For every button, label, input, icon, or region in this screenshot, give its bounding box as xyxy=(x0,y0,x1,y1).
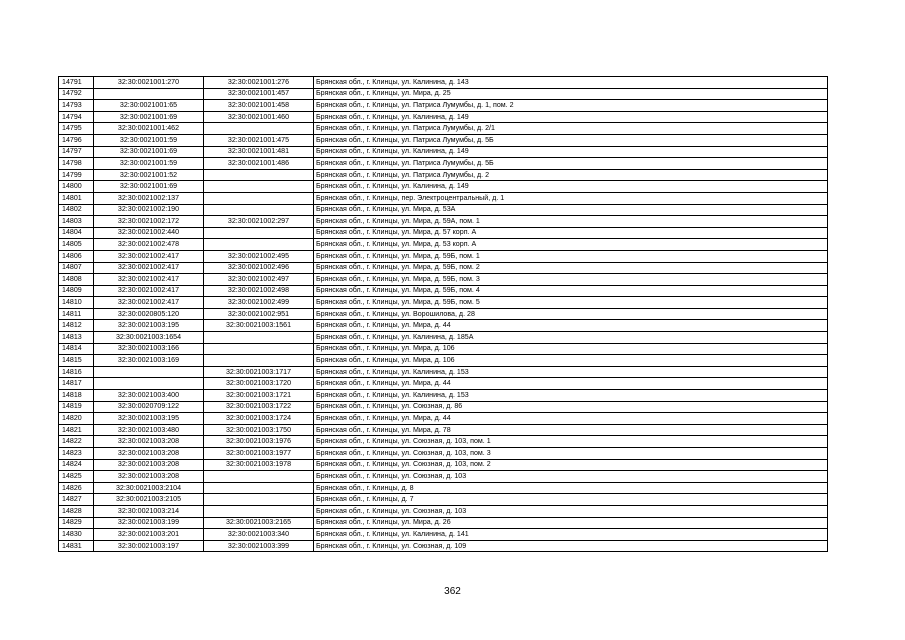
record-number-cell: 14829 xyxy=(59,517,94,529)
record-number-cell: 14827 xyxy=(59,494,94,506)
parcel-number-cell: 32:30:0021001:59 xyxy=(94,158,204,170)
parcel-number-cell: 32:30:0021002:417 xyxy=(94,274,204,286)
object-number-cell: 32:30:0021002:499 xyxy=(204,297,314,309)
record-number-cell: 14799 xyxy=(59,169,94,181)
object-number-cell: 32:30:0021001:481 xyxy=(204,146,314,158)
address-cell: Брянская обл., г. Клинцы, ул. Мира, д. 57 корп. А xyxy=(314,227,828,239)
records-table xyxy=(58,76,828,552)
address-cell: Брянская обл., г. Клинцы, пер. Электроцентральный, д. 1 xyxy=(314,192,828,204)
address-cell: Брянская обл., г. Клинцы, ул. Союзная, д. 103, пом. 3 xyxy=(314,448,828,460)
table-row xyxy=(59,482,828,494)
table-row xyxy=(59,355,828,367)
address-cell: Брянская обл., г. Клинцы, д. 7 xyxy=(314,494,828,506)
address-cell: Брянская обл., г. Клинцы, ул. Калинина, д. 149 xyxy=(314,181,828,193)
table-row xyxy=(59,459,828,471)
record-number-cell: 14824 xyxy=(59,459,94,471)
object-number-cell: 32:30:0021002:498 xyxy=(204,285,314,297)
table-row xyxy=(59,181,828,193)
parcel-number-cell: 32:30:0021002:417 xyxy=(94,262,204,274)
record-number-cell: 14831 xyxy=(59,540,94,552)
parcel-number-cell: 32:30:0021003:208 xyxy=(94,459,204,471)
table-row xyxy=(59,88,828,100)
record-number-cell: 14810 xyxy=(59,297,94,309)
parcel-number-cell xyxy=(94,366,204,378)
object-number-cell xyxy=(204,471,314,483)
parcel-number-cell: 32:30:0021001:59 xyxy=(94,134,204,146)
table-row xyxy=(59,517,828,529)
object-number-cell: 32:30:0021002:495 xyxy=(204,250,314,262)
record-number-cell: 14817 xyxy=(59,378,94,390)
table-row xyxy=(59,308,828,320)
address-cell: Брянская обл., г. Клинцы, ул. Союзная, д. 86 xyxy=(314,401,828,413)
parcel-number-cell: 32:30:0021003:1654 xyxy=(94,332,204,344)
parcel-number-cell: 32:30:0020709:122 xyxy=(94,401,204,413)
table-row xyxy=(59,100,828,112)
table-row xyxy=(59,413,828,425)
object-number-cell: 32:30:0021002:496 xyxy=(204,262,314,274)
parcel-number-cell: 32:30:0021003:197 xyxy=(94,540,204,552)
address-cell: Брянская обл., г. Клинцы, ул. Мира, д. 106 xyxy=(314,343,828,355)
object-number-cell: 32:30:0021003:1976 xyxy=(204,436,314,448)
object-number-cell: 32:30:0021003:1721 xyxy=(204,390,314,402)
record-number-cell: 14797 xyxy=(59,146,94,158)
address-cell: Брянская обл., г. Клинцы, ул. Мира, д. 44 xyxy=(314,413,828,425)
object-number-cell: 32:30:0021003:399 xyxy=(204,540,314,552)
address-cell: Брянская обл., г. Клинцы, ул. Союзная, д. 109 xyxy=(314,540,828,552)
record-number-cell: 14805 xyxy=(59,239,94,251)
object-number-cell: 32:30:0021003:1750 xyxy=(204,424,314,436)
address-cell: Брянская обл., г. Клинцы, ул. Мира, д. 26 xyxy=(314,517,828,529)
record-number-cell: 14812 xyxy=(59,320,94,332)
parcel-number-cell: 32:30:0021003:199 xyxy=(94,517,204,529)
object-number-cell: 32:30:0021001:457 xyxy=(204,88,314,100)
parcel-number-cell: 32:30:0021002:190 xyxy=(94,204,204,216)
table-row xyxy=(59,320,828,332)
table-row xyxy=(59,529,828,541)
parcel-number-cell: 32:30:0021001:270 xyxy=(94,77,204,89)
object-number-cell xyxy=(204,332,314,344)
object-number-cell xyxy=(204,505,314,517)
parcel-number-cell: 32:30:0021003:208 xyxy=(94,436,204,448)
record-number-cell: 14826 xyxy=(59,482,94,494)
parcel-number-cell: 32:30:0021003:208 xyxy=(94,448,204,460)
record-number-cell: 14806 xyxy=(59,250,94,262)
parcel-number-cell: 32:30:0021003:201 xyxy=(94,529,204,541)
address-cell: Брянская обл., г. Клинцы, ул. Патриса Лумумбы, д. 1, пом. 2 xyxy=(314,100,828,112)
parcel-number-cell: 32:30:0021002:417 xyxy=(94,285,204,297)
record-number-cell: 14800 xyxy=(59,181,94,193)
parcel-number-cell: 32:30:0021002:478 xyxy=(94,239,204,251)
object-number-cell xyxy=(204,123,314,135)
address-cell: Брянская обл., г. Клинцы, ул. Мира, д. 44 xyxy=(314,378,828,390)
address-cell: Брянская обл., г. Клинцы, д. 8 xyxy=(314,482,828,494)
object-number-cell: 32:30:0021001:276 xyxy=(204,77,314,89)
parcel-number-cell: 32:30:0021003:195 xyxy=(94,320,204,332)
record-number-cell: 14802 xyxy=(59,204,94,216)
object-number-cell: 32:30:0021003:340 xyxy=(204,529,314,541)
table-row xyxy=(59,390,828,402)
object-number-cell xyxy=(204,239,314,251)
table-row xyxy=(59,285,828,297)
record-number-cell: 14823 xyxy=(59,448,94,460)
parcel-number-cell: 32:30:0021003:195 xyxy=(94,413,204,425)
parcel-number-cell: 32:30:0021001:69 xyxy=(94,181,204,193)
parcel-number-cell: 32:30:0021003:2105 xyxy=(94,494,204,506)
table-row xyxy=(59,158,828,170)
object-number-cell xyxy=(204,355,314,367)
record-number-cell: 14819 xyxy=(59,401,94,413)
record-number-cell: 14811 xyxy=(59,308,94,320)
address-cell: Брянская обл., г. Клинцы, ул. Мира, д. 25 xyxy=(314,88,828,100)
parcel-number-cell: 32:30:0021001:69 xyxy=(94,146,204,158)
parcel-number-cell: 32:30:0021003:480 xyxy=(94,424,204,436)
record-number-cell: 14796 xyxy=(59,134,94,146)
address-cell: Брянская обл., г. Клинцы, ул. Мира, д. 59Б, пом. 4 xyxy=(314,285,828,297)
object-number-cell: 32:30:0021002:297 xyxy=(204,216,314,228)
object-number-cell: 32:30:0021003:1724 xyxy=(204,413,314,425)
parcel-number-cell: 32:30:0021002:172 xyxy=(94,216,204,228)
parcel-number-cell: 32:30:0021001:52 xyxy=(94,169,204,181)
record-number-cell: 14807 xyxy=(59,262,94,274)
object-number-cell xyxy=(204,227,314,239)
record-number-cell: 14818 xyxy=(59,390,94,402)
table-row xyxy=(59,239,828,251)
object-number-cell xyxy=(204,494,314,506)
record-number-cell: 14830 xyxy=(59,529,94,541)
object-number-cell: 32:30:0021003:1561 xyxy=(204,320,314,332)
table-row xyxy=(59,401,828,413)
address-cell: Брянская обл., г. Клинцы, ул. Мира, д. 78 xyxy=(314,424,828,436)
address-cell: Брянская обл., г. Клинцы, ул. Ворошилова, д. 28 xyxy=(314,308,828,320)
parcel-number-cell: 32:30:0021001:65 xyxy=(94,100,204,112)
object-number-cell: 32:30:0021001:460 xyxy=(204,111,314,123)
address-cell: Брянская обл., г. Клинцы, ул. Патриса Лумумбы, д. 5Б xyxy=(314,158,828,170)
object-number-cell: 32:30:0021003:1717 xyxy=(204,366,314,378)
address-cell: Брянская обл., г. Клинцы, ул. Мира, д. 59Б, пом. 1 xyxy=(314,250,828,262)
parcel-number-cell: 32:30:0021003:2104 xyxy=(94,482,204,494)
record-number-cell: 14795 xyxy=(59,123,94,135)
table-row xyxy=(59,332,828,344)
table-row xyxy=(59,216,828,228)
address-cell: Брянская обл., г. Клинцы, ул. Мира, д. 53 корп. А xyxy=(314,239,828,251)
record-number-cell: 14814 xyxy=(59,343,94,355)
object-number-cell: 32:30:0021003:1978 xyxy=(204,459,314,471)
record-number-cell: 14825 xyxy=(59,471,94,483)
table-row xyxy=(59,448,828,460)
parcel-number-cell: 32:30:0021003:208 xyxy=(94,471,204,483)
parcel-number-cell: 32:30:0021002:440 xyxy=(94,227,204,239)
page-number: 362 xyxy=(444,586,461,597)
address-cell: Брянская обл., г. Клинцы, ул. Калинина, д. 143 xyxy=(314,77,828,89)
address-cell: Брянская обл., г. Клинцы, ул. Калинина, д. 141 xyxy=(314,529,828,541)
address-cell: Брянская обл., г. Клинцы, ул. Патриса Лумумбы, д. 5Б xyxy=(314,134,828,146)
object-number-cell xyxy=(204,192,314,204)
parcel-number-cell: 32:30:0021001:462 xyxy=(94,123,204,135)
address-cell: Брянская обл., г. Клинцы, ул. Калинина, д. 153 xyxy=(314,366,828,378)
table-row xyxy=(59,505,828,517)
address-cell: Брянская обл., г. Клинцы, ул. Калинина, д. 153 xyxy=(314,390,828,402)
table-row xyxy=(59,378,828,390)
object-number-cell: 32:30:0021001:486 xyxy=(204,158,314,170)
parcel-number-cell: 32:30:0021003:214 xyxy=(94,505,204,517)
record-number-cell: 14820 xyxy=(59,413,94,425)
table-row xyxy=(59,494,828,506)
record-number-cell: 14804 xyxy=(59,227,94,239)
object-number-cell: 32:30:0021001:458 xyxy=(204,100,314,112)
address-cell: Брянская обл., г. Клинцы, ул. Мира, д. 53А xyxy=(314,204,828,216)
address-cell: Брянская обл., г. Клинцы, ул. Патриса Лумумбы, д. 2 xyxy=(314,169,828,181)
object-number-cell: 32:30:0021002:497 xyxy=(204,274,314,286)
object-number-cell xyxy=(204,169,314,181)
table-row xyxy=(59,297,828,309)
parcel-number-cell: 32:30:0020805:120 xyxy=(94,308,204,320)
table-row xyxy=(59,227,828,239)
address-cell: Брянская обл., г. Клинцы, ул. Мира, д. 59А, пом. 1 xyxy=(314,216,828,228)
parcel-number-cell xyxy=(94,88,204,100)
table-row xyxy=(59,262,828,274)
record-number-cell: 14815 xyxy=(59,355,94,367)
address-cell: Брянская обл., г. Клинцы, ул. Мира, д. 59Б, пом. 5 xyxy=(314,297,828,309)
address-cell: Брянская обл., г. Клинцы, ул. Патриса Лумумбы, д. 2/1 xyxy=(314,123,828,135)
object-number-cell xyxy=(204,204,314,216)
table-row xyxy=(59,343,828,355)
table-row xyxy=(59,424,828,436)
object-number-cell: 32:30:0021003:2165 xyxy=(204,517,314,529)
address-cell: Брянская обл., г. Клинцы, ул. Союзная, д. 103, пом. 1 xyxy=(314,436,828,448)
parcel-number-cell: 32:30:0021003:400 xyxy=(94,390,204,402)
records-table-body xyxy=(59,77,828,552)
table-row xyxy=(59,123,828,135)
parcel-number-cell: 32:30:0021003:166 xyxy=(94,343,204,355)
record-number-cell: 14793 xyxy=(59,100,94,112)
record-number-cell: 14808 xyxy=(59,274,94,286)
table-row xyxy=(59,204,828,216)
address-cell: Брянская обл., г. Клинцы, ул. Калинина, д. 185А xyxy=(314,332,828,344)
record-number-cell: 14798 xyxy=(59,158,94,170)
object-number-cell xyxy=(204,343,314,355)
parcel-number-cell xyxy=(94,378,204,390)
record-number-cell: 14813 xyxy=(59,332,94,344)
object-number-cell: 32:30:0021003:1722 xyxy=(204,401,314,413)
object-number-cell xyxy=(204,482,314,494)
address-cell: Брянская обл., г. Клинцы, ул. Мира, д. 106 xyxy=(314,355,828,367)
address-cell: Брянская обл., г. Клинцы, ул. Союзная, д. 103 xyxy=(314,471,828,483)
table-row xyxy=(59,471,828,483)
table-row xyxy=(59,274,828,286)
table-row xyxy=(59,111,828,123)
object-number-cell: 32:30:0021002:951 xyxy=(204,308,314,320)
parcel-number-cell: 32:30:0021002:417 xyxy=(94,250,204,262)
record-number-cell: 14822 xyxy=(59,436,94,448)
table-row xyxy=(59,366,828,378)
record-number-cell: 14801 xyxy=(59,192,94,204)
parcel-number-cell: 32:30:0021001:69 xyxy=(94,111,204,123)
parcel-number-cell: 32:30:0021002:137 xyxy=(94,192,204,204)
object-number-cell: 32:30:0021001:475 xyxy=(204,134,314,146)
table-row xyxy=(59,436,828,448)
parcel-number-cell: 32:30:0021003:169 xyxy=(94,355,204,367)
record-number-cell: 14816 xyxy=(59,366,94,378)
object-number-cell xyxy=(204,181,314,193)
table-row xyxy=(59,169,828,181)
record-number-cell: 14821 xyxy=(59,424,94,436)
address-cell: Брянская обл., г. Клинцы, ул. Мира, д. 44 xyxy=(314,320,828,332)
record-number-cell: 14792 xyxy=(59,88,94,100)
record-number-cell: 14809 xyxy=(59,285,94,297)
table-row xyxy=(59,250,828,262)
address-cell: Брянская обл., г. Клинцы, ул. Калинина, д. 149 xyxy=(314,111,828,123)
record-number-cell: 14794 xyxy=(59,111,94,123)
address-cell: Брянская обл., г. Клинцы, ул. Мира, д. 59Б, пом. 3 xyxy=(314,274,828,286)
object-number-cell: 32:30:0021003:1720 xyxy=(204,378,314,390)
parcel-number-cell: 32:30:0021002:417 xyxy=(94,297,204,309)
record-number-cell: 14828 xyxy=(59,505,94,517)
table-row xyxy=(59,192,828,204)
address-cell: Брянская обл., г. Клинцы, ул. Союзная, д. 103 xyxy=(314,505,828,517)
record-number-cell: 14791 xyxy=(59,77,94,89)
object-number-cell: 32:30:0021003:1977 xyxy=(204,448,314,460)
table-row xyxy=(59,146,828,158)
address-cell: Брянская обл., г. Клинцы, ул. Мира, д. 59Б, пом. 2 xyxy=(314,262,828,274)
record-number-cell: 14803 xyxy=(59,216,94,228)
table-row xyxy=(59,77,828,89)
table-row xyxy=(59,540,828,552)
address-cell: Брянская обл., г. Клинцы, ул. Союзная, д. 103, пом. 2 xyxy=(314,459,828,471)
address-cell: Брянская обл., г. Клинцы, ул. Калинина, д. 149 xyxy=(314,146,828,158)
table-row xyxy=(59,134,828,146)
